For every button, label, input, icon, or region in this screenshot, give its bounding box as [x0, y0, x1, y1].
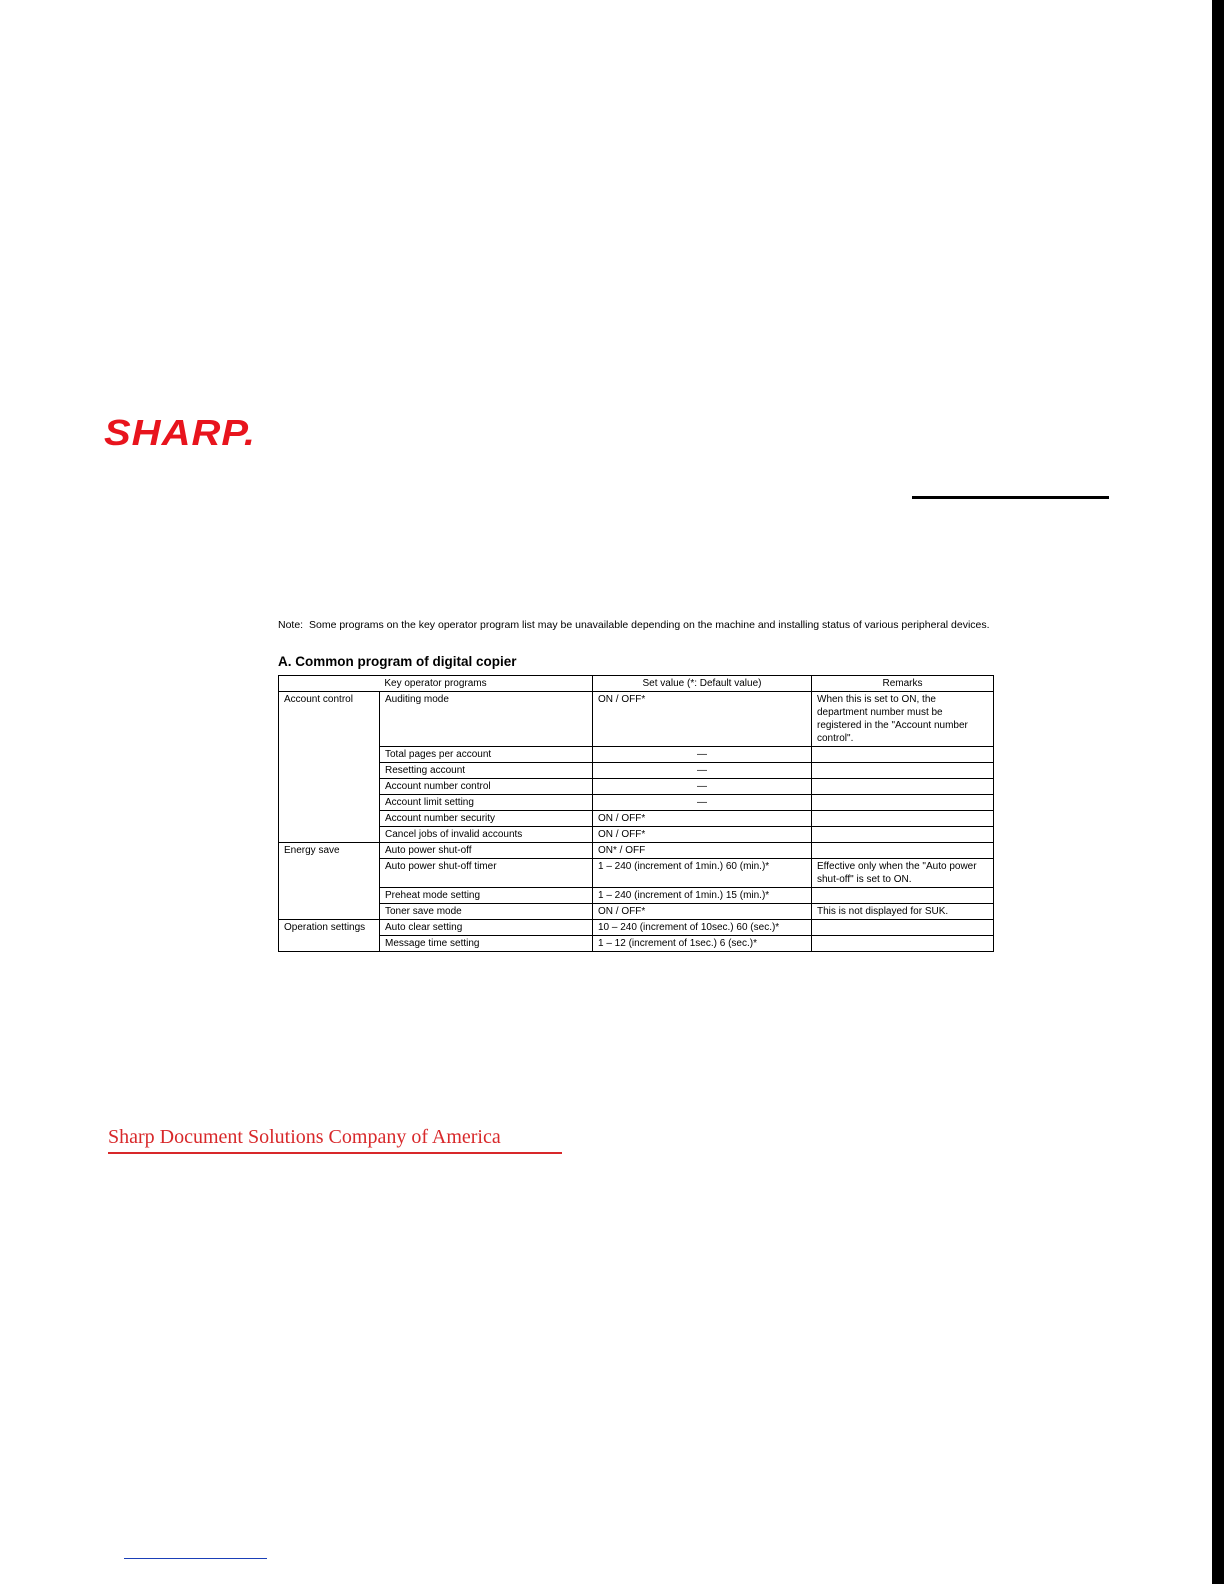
- table-row: [279, 779, 994, 795]
- program-cell: Total pages per account: [380, 747, 593, 763]
- remarks-cell: Effective only when the "Auto power shut-off" is set to ON.: [812, 859, 994, 888]
- company-name-footer: Sharp Document Solutions Company of America: [108, 1124, 562, 1154]
- program-cell: Account number security: [380, 811, 593, 827]
- section-title: A. Common program of digital copier: [278, 654, 517, 669]
- program-cell: Message time setting: [380, 936, 593, 952]
- remarks-cell: [812, 747, 994, 763]
- table-row: [279, 795, 994, 811]
- table-row: [279, 843, 994, 859]
- value-cell: ON / OFF*: [593, 904, 812, 920]
- program-cell: Preheat mode setting: [380, 888, 593, 904]
- program-cell: Account limit setting: [380, 795, 593, 811]
- program-cell: Cancel jobs of invalid accounts: [380, 827, 593, 843]
- value-cell: —: [593, 763, 812, 779]
- program-cell: Auto power shut-off: [380, 843, 593, 859]
- value-cell: 1 – 240 (increment of 1min.) 60 (min.)*: [593, 859, 812, 888]
- header-set-value: Set value (*: Default value): [593, 676, 812, 692]
- key-operator-program-table: [278, 675, 994, 952]
- value-cell: ON* / OFF: [593, 843, 812, 859]
- remarks-cell: [812, 779, 994, 795]
- remarks-cell: [812, 843, 994, 859]
- note-label: Note:: [278, 619, 304, 631]
- table-header-row: [279, 676, 994, 692]
- value-cell: ON / OFF*: [593, 692, 812, 747]
- remarks-cell: [812, 827, 994, 843]
- bottom-link-line: [124, 1558, 267, 1559]
- program-cell: Resetting account: [380, 763, 593, 779]
- value-cell: —: [593, 779, 812, 795]
- value-cell: ON / OFF*: [593, 827, 812, 843]
- program-cell: Toner save mode: [380, 904, 593, 920]
- sharp-logo-text: SHARP.: [104, 413, 256, 454]
- value-cell: —: [593, 795, 812, 811]
- table-row: [279, 747, 994, 763]
- remarks-cell: [812, 795, 994, 811]
- table-row: [279, 763, 994, 779]
- table-row: [279, 827, 994, 843]
- value-cell: ON / OFF*: [593, 811, 812, 827]
- table-row: [279, 692, 994, 747]
- value-cell: 10 – 240 (increment of 10sec.) 60 (sec.)*: [593, 920, 812, 936]
- note-block: [278, 619, 994, 632]
- value-cell: 1 – 240 (increment of 1min.) 15 (min.)*: [593, 888, 812, 904]
- program-cell: Auditing mode: [380, 692, 593, 747]
- header-remarks: Remarks: [812, 676, 994, 692]
- header-rule: [912, 496, 1109, 499]
- table-row: [279, 811, 994, 827]
- remarks-cell: This is not displayed for SUK.: [812, 904, 994, 920]
- page-edge-bar: [1212, 0, 1224, 1584]
- value-cell: —: [593, 747, 812, 763]
- remarks-cell: [812, 936, 994, 952]
- remarks-cell: [812, 811, 994, 827]
- remarks-cell: [812, 920, 994, 936]
- header-key-operator-programs: Key operator programs: [279, 676, 593, 692]
- remarks-cell: [812, 888, 994, 904]
- remarks-cell: When this is set to ON, the department number must be registered in the "Account number control".: [812, 692, 994, 747]
- table-row: [279, 888, 994, 904]
- program-cell: Auto clear setting: [380, 920, 593, 936]
- group-operation-settings: Operation settings: [279, 920, 380, 952]
- group-account-control: Account control: [279, 692, 380, 843]
- table-row: [279, 936, 994, 952]
- table-row: [279, 920, 994, 936]
- group-energy-save: Energy save: [279, 843, 380, 920]
- table-row: [279, 859, 994, 888]
- remarks-cell: [812, 763, 994, 779]
- value-cell: 1 – 12 (increment of 1sec.) 6 (sec.)*: [593, 936, 812, 952]
- program-cell: Account number control: [380, 779, 593, 795]
- note-text: Some programs on the key operator program list may be unavailable depending on the machine and installing status of various peripheral devices.: [309, 619, 990, 631]
- sharp-logo: [104, 413, 256, 454]
- program-cell: Auto power shut-off timer: [380, 859, 593, 888]
- table-row: [279, 904, 994, 920]
